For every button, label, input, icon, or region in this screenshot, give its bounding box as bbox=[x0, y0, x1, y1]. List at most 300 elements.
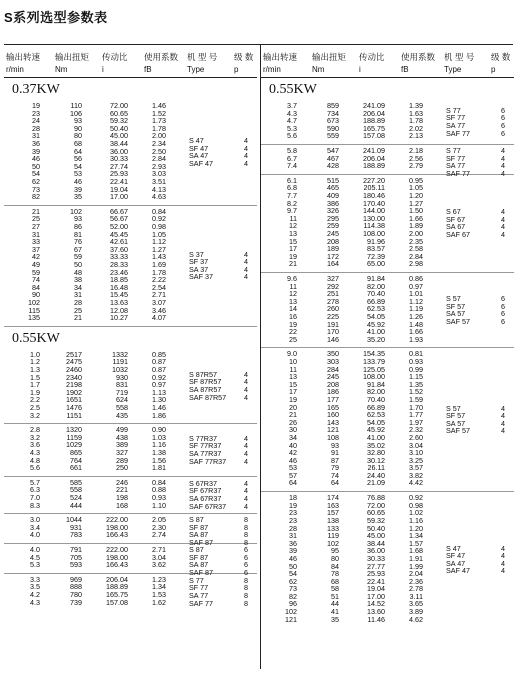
service-factor-value: 4.07 bbox=[152, 313, 166, 323]
service-factor-value: 3.04 bbox=[409, 440, 423, 450]
torque-value: 245 bbox=[327, 228, 339, 238]
service-factor-value: 2.50 bbox=[152, 146, 166, 156]
type-model: SF 57 bbox=[446, 411, 466, 421]
torque-value: 39 bbox=[74, 184, 82, 194]
service-factor-value: 3.11 bbox=[409, 591, 423, 601]
torque-value: 705 bbox=[70, 552, 82, 562]
type-model: SF 87R57 bbox=[189, 377, 222, 387]
type-model: SF 77 bbox=[446, 153, 466, 163]
torque-value: 102 bbox=[70, 206, 82, 216]
ratio-value: 41.00 bbox=[367, 432, 385, 442]
speed-value: 6.7 bbox=[287, 153, 297, 163]
service-factor-value: 2.98 bbox=[409, 259, 423, 269]
type-model: SF 87 bbox=[189, 522, 209, 532]
gear-group bbox=[4, 574, 257, 610]
group-values bbox=[4, 576, 184, 606]
header-torque: 输出扭矩 bbox=[55, 52, 90, 62]
torque-value: 50 bbox=[74, 259, 82, 269]
torque-value: 764 bbox=[70, 455, 82, 465]
speed-value: 5.8 bbox=[287, 146, 297, 155]
type-stages: 6 bbox=[501, 316, 505, 326]
torque-value: 783 bbox=[70, 530, 82, 540]
type-model: SA 77 bbox=[446, 161, 466, 171]
ratio-value: 25.93 bbox=[110, 169, 128, 179]
ratio-value: 23.46 bbox=[110, 267, 128, 277]
type-stages: 4 bbox=[244, 501, 248, 511]
service-factor-value: 0.88 bbox=[152, 485, 166, 495]
torque-value: 80 bbox=[74, 131, 82, 141]
ratio-value: 45.92 bbox=[367, 425, 385, 435]
header-torque: 输出扭矩 bbox=[312, 52, 347, 62]
group-types bbox=[184, 546, 257, 576]
torque-value: 80 bbox=[331, 553, 339, 563]
ratio-value: 30.33 bbox=[367, 553, 385, 563]
torque-value: 1651 bbox=[66, 395, 82, 405]
ratio-value: 198.00 bbox=[106, 552, 128, 562]
ratio-value: 27.74 bbox=[110, 161, 128, 171]
speed-value: 96 bbox=[289, 599, 297, 609]
torque-value: 177 bbox=[327, 394, 339, 404]
torque-value: 64 bbox=[331, 478, 339, 488]
group-types bbox=[184, 577, 257, 607]
ratio-value: 222.00 bbox=[106, 544, 128, 554]
table-row bbox=[261, 616, 441, 624]
speed-value: 5.3 bbox=[30, 560, 40, 570]
torque-value: 350 bbox=[327, 349, 339, 359]
torque-value: 208 bbox=[327, 379, 339, 389]
service-factor-value: 0.84 bbox=[152, 477, 166, 487]
type-model: SA 87 bbox=[189, 530, 209, 540]
torque-value: 780 bbox=[70, 589, 82, 599]
gear-group bbox=[261, 273, 514, 348]
service-factor-value: 0.87 bbox=[152, 357, 166, 367]
group-values bbox=[261, 102, 441, 140]
ratio-value: 28.33 bbox=[110, 259, 128, 269]
torque-value: 590 bbox=[327, 123, 339, 133]
service-factor-value: 4.13 bbox=[152, 184, 166, 194]
torque-value: 1044 bbox=[66, 515, 82, 525]
torque-value: 2517 bbox=[66, 349, 82, 359]
speed-value: 23 bbox=[289, 515, 297, 525]
torque-value: 465 bbox=[327, 183, 339, 193]
service-factor-value: 0.95 bbox=[409, 175, 423, 185]
unit-speed: r/min bbox=[263, 65, 281, 74]
type-stages: 4 bbox=[501, 566, 505, 576]
speed-value: 73 bbox=[289, 584, 297, 594]
type-model: SA 47 bbox=[446, 558, 466, 568]
ratio-value: 1032 bbox=[112, 364, 128, 374]
torque-value: 78 bbox=[331, 569, 339, 579]
left-column bbox=[4, 45, 257, 669]
type-stages: 6 bbox=[501, 113, 505, 123]
type-model: SAF 67 bbox=[446, 229, 470, 239]
type-stages: 6 bbox=[244, 552, 248, 562]
service-factor-value: 1.78 bbox=[152, 267, 166, 277]
ratio-value: 22.41 bbox=[110, 176, 128, 186]
speed-value: 5.7 bbox=[30, 477, 40, 487]
torque-value: 44 bbox=[331, 599, 339, 609]
torque-value: 35 bbox=[74, 192, 82, 202]
group-types bbox=[441, 545, 514, 575]
speed-value: 15 bbox=[289, 236, 297, 246]
ratio-value: 221 bbox=[116, 485, 128, 495]
type-model: SAF 47 bbox=[189, 158, 213, 168]
table-row bbox=[261, 336, 441, 344]
speed-value: 5.6 bbox=[287, 131, 297, 141]
group-types bbox=[184, 137, 257, 167]
torque-value: 593 bbox=[70, 560, 82, 570]
group-values bbox=[261, 147, 441, 170]
speed-value: 12 bbox=[289, 289, 297, 299]
ratio-value: 30.33 bbox=[110, 154, 128, 164]
torque-value: 79 bbox=[331, 463, 339, 473]
service-factor-value: 2.04 bbox=[409, 569, 423, 579]
group-values bbox=[4, 426, 184, 472]
unit-service-factor: fB bbox=[144, 65, 152, 74]
type-model: SAF 37 bbox=[189, 272, 213, 282]
type-model: S 77R37 bbox=[189, 433, 217, 443]
table-row bbox=[261, 260, 441, 268]
torque-value: 119 bbox=[327, 531, 339, 541]
speed-value: 3.7 bbox=[287, 101, 297, 110]
service-factor-value: 1.35 bbox=[409, 379, 423, 389]
type-model: SA 77 bbox=[446, 120, 466, 130]
torque-value: 34 bbox=[74, 282, 82, 292]
header-stages: 级 数 bbox=[234, 52, 254, 62]
type-stages: 4 bbox=[244, 478, 248, 488]
ratio-value: 13.60 bbox=[367, 607, 385, 617]
type-model: SAF 57 bbox=[446, 316, 470, 326]
type-model: SAF 87 bbox=[189, 537, 213, 547]
speed-value: 4.3 bbox=[30, 447, 40, 457]
type-stages: 6 bbox=[244, 567, 248, 577]
torque-value: 51 bbox=[331, 591, 339, 601]
service-factor-value: 0.92 bbox=[409, 493, 423, 503]
speed-value: 4.5 bbox=[30, 552, 40, 562]
type-model: S 87 bbox=[189, 544, 204, 554]
type-stages: 4 bbox=[501, 229, 505, 239]
ratio-value: 205.11 bbox=[363, 183, 385, 193]
speed-value: 4.2 bbox=[30, 589, 40, 599]
torque-value: 515 bbox=[327, 175, 339, 185]
header-ratio: 传动比 bbox=[102, 52, 128, 62]
service-factor-value: 0.87 bbox=[152, 364, 166, 374]
ratio-value: 22.41 bbox=[367, 576, 385, 586]
ratio-value: 108.00 bbox=[363, 228, 385, 238]
service-factor-value: 1.02 bbox=[409, 508, 423, 518]
ratio-value: 54.05 bbox=[367, 311, 385, 321]
torque-value: 143 bbox=[327, 417, 339, 427]
service-factor-value: 1.70 bbox=[409, 402, 423, 412]
torque-value: 146 bbox=[327, 334, 339, 344]
ratio-value: 52.00 bbox=[110, 221, 128, 231]
service-factor-value: 1.62 bbox=[152, 597, 166, 607]
type-model: SF 77 bbox=[446, 113, 466, 123]
torque-value: 68 bbox=[331, 576, 339, 586]
motor-power-heading: 0.37KW bbox=[12, 82, 60, 97]
service-factor-value: 0.92 bbox=[152, 372, 166, 382]
type-stages: 6 bbox=[501, 293, 505, 303]
ratio-value: 1332 bbox=[112, 349, 128, 359]
ratio-value: 16.48 bbox=[110, 282, 128, 292]
type-model: SF 77 bbox=[189, 583, 209, 593]
speed-value: 42 bbox=[289, 448, 297, 458]
torque-value: 1151 bbox=[66, 410, 82, 420]
speed-value: 31 bbox=[32, 131, 40, 141]
speed-value: 4.7 bbox=[287, 116, 297, 126]
ratio-value: 60.65 bbox=[367, 508, 385, 518]
speed-value: 84 bbox=[32, 282, 40, 292]
speed-value: 1.2 bbox=[30, 357, 40, 367]
ratio-value: 227.20 bbox=[363, 175, 385, 185]
speed-value: 82 bbox=[289, 591, 297, 601]
speed-value: 11 bbox=[289, 281, 297, 291]
ratio-value: 157.08 bbox=[106, 597, 128, 607]
type-model: SAF 77R37 bbox=[189, 456, 227, 466]
header-row-units bbox=[261, 65, 514, 78]
torque-value: 59 bbox=[74, 252, 82, 262]
torque-value: 56 bbox=[74, 154, 82, 164]
ratio-value: 222.00 bbox=[106, 515, 128, 525]
table-row bbox=[4, 599, 184, 607]
speed-value: 19 bbox=[289, 394, 297, 404]
torque-value: 48 bbox=[74, 267, 82, 277]
torque-value: 163 bbox=[327, 500, 339, 510]
torque-value: 28 bbox=[74, 297, 82, 307]
service-factor-value: 1.50 bbox=[409, 206, 423, 216]
speed-value: 42 bbox=[32, 252, 40, 262]
torque-value: 558 bbox=[70, 485, 82, 495]
speed-value: 25 bbox=[32, 214, 40, 224]
speed-value: 121 bbox=[285, 614, 297, 624]
type-row bbox=[441, 318, 514, 326]
type-stages: 4 bbox=[244, 493, 248, 503]
speed-value: 115 bbox=[28, 305, 40, 315]
group-values bbox=[261, 275, 441, 343]
service-factor-value: 1.69 bbox=[152, 259, 166, 269]
speed-value: 3.2 bbox=[30, 432, 40, 442]
speed-value: 22 bbox=[289, 327, 297, 337]
service-factor-value: 0.86 bbox=[409, 273, 423, 283]
type-model: S 47 bbox=[446, 543, 461, 553]
torque-value: 791 bbox=[70, 544, 82, 554]
torque-value: 110 bbox=[70, 101, 82, 110]
ratio-value: 930 bbox=[116, 372, 128, 382]
service-factor-value: 2.84 bbox=[152, 154, 166, 164]
service-factor-value: 1.20 bbox=[409, 523, 423, 533]
service-factor-value: 3.03 bbox=[152, 169, 166, 179]
group-types bbox=[441, 295, 514, 325]
type-stages: 4 bbox=[501, 161, 505, 171]
service-factor-value: 0.97 bbox=[409, 281, 423, 291]
type-stages: 4 bbox=[244, 136, 248, 146]
gear-group bbox=[4, 477, 257, 514]
torque-value: 467 bbox=[327, 153, 339, 163]
speed-value: 15 bbox=[289, 379, 297, 389]
ratio-value: 438 bbox=[116, 432, 128, 442]
ratio-value: 435 bbox=[116, 410, 128, 420]
service-factor-value: 3.04 bbox=[152, 552, 166, 562]
ratio-value: 70.40 bbox=[367, 394, 385, 404]
table-row bbox=[4, 193, 184, 201]
service-factor-value: 2.02 bbox=[409, 123, 423, 133]
unit-torque: Nm bbox=[55, 65, 68, 74]
type-model: SAF 87R57 bbox=[189, 392, 227, 402]
service-factor-value: 3.51 bbox=[152, 176, 166, 186]
torque-value: 292 bbox=[327, 281, 339, 291]
torque-value: 58 bbox=[331, 584, 339, 594]
ratio-value: 36.00 bbox=[110, 146, 128, 156]
speed-value: 21 bbox=[32, 206, 40, 216]
ratio-value: 558 bbox=[116, 402, 128, 412]
torque-value: 2340 bbox=[66, 372, 82, 382]
service-factor-value: 1.27 bbox=[152, 244, 166, 254]
ratio-value: 91.84 bbox=[367, 379, 385, 389]
service-factor-value: 1.66 bbox=[409, 213, 423, 223]
type-stages: 4 bbox=[244, 143, 248, 153]
torque-value: 172 bbox=[327, 251, 339, 261]
torque-value: 165 bbox=[327, 402, 339, 412]
ratio-value: 114.38 bbox=[363, 221, 385, 231]
service-factor-value: 1.27 bbox=[409, 198, 423, 208]
speed-value: 1.0 bbox=[30, 349, 40, 359]
speed-value: 2.5 bbox=[30, 402, 40, 412]
type-stages: 8 bbox=[244, 515, 248, 525]
table-row bbox=[261, 132, 441, 140]
gear-group bbox=[261, 492, 514, 627]
type-model: SA 77R37 bbox=[189, 448, 222, 458]
speed-value: 6.1 bbox=[287, 175, 297, 185]
speed-value: 5.6 bbox=[30, 463, 40, 473]
right-column bbox=[260, 45, 514, 669]
torque-value: 2475 bbox=[66, 357, 82, 367]
service-factor-value: 2.36 bbox=[409, 576, 423, 586]
speed-value: 12 bbox=[289, 221, 297, 231]
service-factor-value: 0.98 bbox=[152, 221, 166, 231]
torque-value: 108 bbox=[327, 432, 339, 442]
ratio-value: 10.27 bbox=[110, 313, 128, 323]
type-stages: 6 bbox=[501, 301, 505, 311]
service-factor-value: 1.43 bbox=[152, 252, 166, 262]
group-values bbox=[4, 208, 184, 322]
speed-value: 19 bbox=[289, 500, 297, 510]
speed-value: 9.0 bbox=[287, 349, 297, 359]
speed-value: 17 bbox=[289, 387, 297, 397]
type-row bbox=[184, 503, 257, 511]
type-model: SAF 47 bbox=[446, 566, 470, 576]
header-row-cn bbox=[4, 51, 257, 65]
service-factor-value: 2.13 bbox=[409, 131, 423, 141]
service-factor-value: 2.60 bbox=[409, 432, 423, 442]
torque-value: 327 bbox=[327, 273, 339, 283]
speed-value: 20 bbox=[289, 402, 297, 412]
speed-value: 57 bbox=[289, 470, 297, 480]
speed-value: 9.7 bbox=[287, 206, 297, 216]
service-factor-value: 1.57 bbox=[409, 538, 423, 548]
ratio-value: 50.40 bbox=[110, 123, 128, 133]
service-factor-value: 1.78 bbox=[152, 123, 166, 133]
service-factor-value: 1.66 bbox=[409, 327, 423, 337]
table-row bbox=[4, 412, 184, 420]
type-row bbox=[441, 130, 514, 138]
ratio-value: 24.40 bbox=[367, 470, 385, 480]
ratio-value: 32.80 bbox=[367, 448, 385, 458]
group-values bbox=[4, 102, 184, 201]
type-stages: 4 bbox=[244, 456, 248, 466]
group-types bbox=[441, 208, 514, 238]
ratio-value: 831 bbox=[116, 380, 128, 390]
gear-group bbox=[261, 348, 514, 492]
ratio-value: 389 bbox=[116, 440, 128, 450]
speed-value: 62 bbox=[289, 576, 297, 586]
ratio-value: 188.89 bbox=[106, 582, 128, 592]
speed-value: 90 bbox=[32, 290, 40, 300]
speed-value: 28 bbox=[32, 123, 40, 133]
unit-ratio: i bbox=[102, 65, 104, 74]
torque-value: 160 bbox=[327, 410, 339, 420]
speed-value: 8.2 bbox=[287, 198, 297, 208]
speed-value: 102 bbox=[28, 297, 40, 307]
service-factor-value: 0.81 bbox=[409, 349, 423, 359]
type-stages: 4 bbox=[244, 369, 248, 379]
speed-value: 30 bbox=[289, 425, 297, 435]
type-model: SAF 67R37 bbox=[189, 501, 227, 511]
ratio-value: 35.20 bbox=[367, 334, 385, 344]
service-factor-value: 1.77 bbox=[409, 410, 423, 420]
type-stages: 4 bbox=[501, 543, 505, 553]
service-factor-value: 0.97 bbox=[152, 380, 166, 390]
speed-value: 13 bbox=[289, 372, 297, 382]
group-types bbox=[184, 251, 257, 281]
speed-value: 2.8 bbox=[30, 425, 40, 435]
service-factor-value: 2.18 bbox=[409, 146, 423, 155]
type-row bbox=[441, 567, 514, 575]
group-types bbox=[441, 147, 514, 177]
service-factor-value: 0.93 bbox=[409, 356, 423, 366]
type-stages: 4 bbox=[501, 551, 505, 561]
speed-value: 14 bbox=[289, 304, 297, 314]
service-factor-value: 1.05 bbox=[409, 183, 423, 193]
speed-value: 31 bbox=[289, 531, 297, 541]
type-model: S 87 bbox=[189, 515, 204, 525]
table-row bbox=[4, 502, 184, 510]
gear-group bbox=[261, 100, 514, 145]
service-factor-value: 0.85 bbox=[152, 349, 166, 359]
header-row-cn bbox=[261, 51, 514, 65]
ratio-value: 246 bbox=[116, 477, 128, 487]
ratio-value: 41.00 bbox=[367, 327, 385, 337]
ratio-value: 170.40 bbox=[363, 198, 385, 208]
speed-value: 3.6 bbox=[30, 440, 40, 450]
type-model: SF 57 bbox=[446, 301, 466, 311]
service-factor-value: 1.59 bbox=[409, 394, 423, 404]
type-stages: 6 bbox=[501, 128, 505, 138]
type-model: SAF 77 bbox=[446, 168, 470, 178]
speed-value: 39 bbox=[32, 146, 40, 156]
type-stages: 4 bbox=[244, 272, 248, 282]
ratio-value: 82.00 bbox=[367, 281, 385, 291]
speed-value: 46 bbox=[32, 154, 40, 164]
service-factor-value: 1.12 bbox=[409, 296, 423, 306]
header-speed: 输出转速 bbox=[6, 52, 41, 62]
torque-value: 931 bbox=[70, 522, 82, 532]
type-stages: 4 bbox=[244, 392, 248, 402]
motor-power-heading: 0.55KW bbox=[269, 82, 317, 97]
type-stages: 6 bbox=[501, 120, 505, 130]
gear-group bbox=[4, 349, 257, 424]
service-factor-value: 2.58 bbox=[409, 244, 423, 254]
service-factor-value: 1.93 bbox=[409, 334, 423, 344]
